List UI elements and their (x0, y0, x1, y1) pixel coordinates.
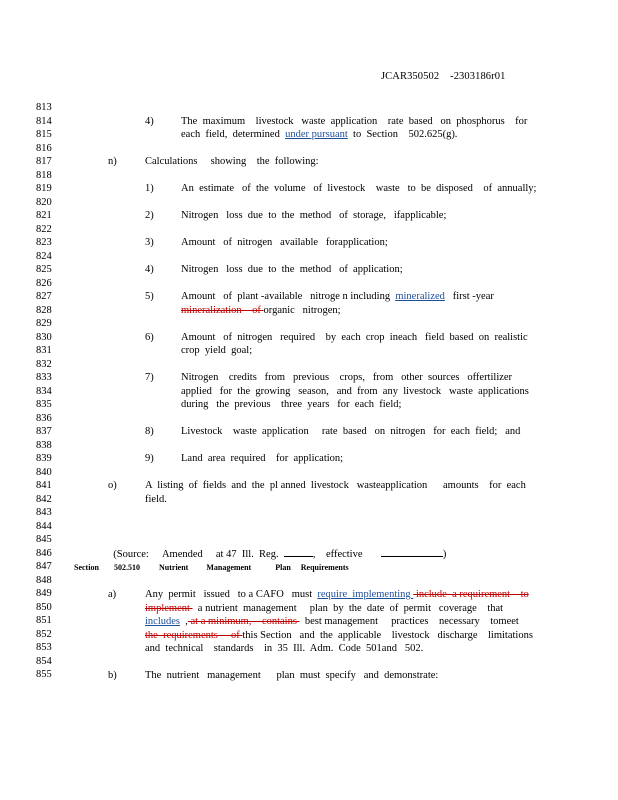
line-number: 820 (36, 196, 52, 208)
line-number: 814 (36, 115, 52, 127)
body-text: includes , at a minimum, contains best management practices necessary tomeet (145, 616, 519, 627)
line-number: 816 (36, 142, 52, 154)
body-text: The maximum livestock waste application rate based on phosphorus for (181, 115, 528, 127)
line-number: 852 (36, 628, 52, 640)
inserted-text: require implementing (317, 589, 414, 600)
line-number: 839 (36, 453, 52, 464)
line-number: 827 (36, 291, 52, 302)
line-number: 843 (36, 507, 52, 518)
item-number: 2) (145, 210, 154, 221)
line-number: 837 (36, 426, 52, 437)
subsection-letter: b) (108, 670, 117, 681)
line-number: 847 (36, 561, 52, 572)
subsection-heading: Calculations showing the following: (145, 156, 319, 167)
line-number: 835 (36, 399, 52, 410)
line-number: 850 (36, 601, 52, 613)
body-text: the requirements of this Section and the applicable livestock discharge limitations (145, 629, 533, 641)
body-text: Amount of nitrogen required by each crop ineach field based on realistic (181, 331, 528, 343)
line-number: 832 (36, 358, 52, 370)
line-number: 844 (36, 520, 52, 532)
inserted-text: under pursuant (285, 129, 348, 140)
line-number: 822 (36, 223, 52, 235)
line-number: 817 (36, 156, 52, 167)
deleted-text: include a requirement to (413, 589, 529, 600)
body-text: during the previous three years for each field; (181, 399, 402, 410)
item-number: 3) (145, 237, 154, 248)
body-text: Amount of plant -available nitroge n including mineralized first -year (181, 291, 494, 302)
body-text: Land area required for application; (181, 453, 344, 464)
item-number: 6) (145, 331, 154, 343)
line-number: 815 (36, 129, 52, 140)
item-number: 9) (145, 453, 154, 464)
deleted-text: implement (145, 602, 193, 614)
body-text: Amount of nitrogen available forapplication; (181, 237, 388, 248)
item-number: 7) (145, 372, 154, 383)
document-id: JCAR350502 (381, 71, 440, 82)
deleted-text: mineralization of (181, 304, 264, 316)
section-number: 502.510 (114, 563, 140, 572)
body-text: The nutrient management plan must specify and demonstrate: (145, 670, 439, 681)
deleted-text: the requirements of (145, 629, 243, 641)
body-text: and technical standards in 35 Ill. Adm. Code 501and 502. (145, 643, 424, 654)
revision-id: -2303186r01 (450, 71, 506, 82)
line-number: 851 (36, 615, 52, 626)
line-number: 840 (36, 466, 52, 478)
line-number: 821 (36, 210, 52, 221)
body-text: Any permit issued to a CAFO must require implementing include a requirement to (145, 589, 529, 600)
body-text: Livestock waste application rate based on nitrogen for each field; and (181, 426, 521, 437)
line-number: 831 (36, 345, 52, 356)
subsection-letter: n) (108, 156, 117, 167)
line-number: 819 (36, 183, 52, 194)
line-number: 818 (36, 169, 52, 181)
line-number: 829 (36, 318, 52, 329)
item-number: 1) (145, 183, 154, 194)
line-number: 834 (36, 385, 52, 397)
line-number: 854 (36, 655, 52, 667)
source-note: (Source: Amended at 47 Ill. Reg. , effective ) (113, 548, 447, 560)
deleted-text: at a minimum, contains (187, 616, 300, 627)
subsection-letter: o) (108, 480, 117, 491)
item-number: 8) (145, 426, 154, 437)
line-number: 830 (36, 331, 52, 343)
inserted-text: includes (145, 616, 180, 627)
item-number: 5) (145, 291, 154, 302)
body-text: implement a nutrient management plan by the date of permit coverage that (145, 602, 504, 614)
body-text: crop yield goal; (181, 345, 253, 356)
body-text: mineralization of organic nitrogen; (181, 304, 341, 316)
blank-line (284, 547, 313, 557)
line-number: 828 (36, 304, 52, 316)
line-number: 813 (36, 102, 52, 113)
line-number: 845 (36, 534, 52, 545)
line-number: 848 (36, 574, 52, 586)
subsection-letter: a) (108, 589, 117, 600)
body-text: Nitrogen loss due to the method of application; (181, 264, 403, 275)
blank-line (381, 547, 443, 557)
body-text: field. (145, 493, 167, 505)
item-number: 4) (145, 264, 154, 275)
body-text: An estimate of the volume of livestock waste to be disposed of annually; (181, 183, 537, 194)
body-text: Nitrogen loss due to the method of storage, ifapplicable; (181, 210, 447, 221)
line-number: 825 (36, 264, 52, 275)
line-number: 833 (36, 372, 52, 383)
line-number: 855 (36, 669, 52, 680)
line-numbers (36, 101, 66, 682)
line-number: 824 (36, 250, 52, 262)
body-text: Nitrogen credits from previous crops, from other sources offertilizer (181, 372, 513, 383)
section-label: Section (74, 563, 99, 572)
body-text: each field, determined under pursuant to Section 502.625(g). (181, 129, 458, 140)
line-number: 842 (36, 493, 52, 505)
body-text: A listing of fields and the pl anned livestock wasteapplication amounts for each (145, 480, 526, 491)
line-number: 841 (36, 480, 52, 491)
section-title: Nutrient Management Plan Requirements (159, 563, 349, 572)
line-number: 853 (36, 642, 52, 653)
inserted-text: mineralized (395, 291, 445, 302)
line-number: 836 (36, 412, 52, 424)
line-number: 849 (36, 588, 52, 599)
body-text: applied for the growing season, and from any livestock waste applications (181, 385, 529, 397)
item-number: 4) (145, 115, 154, 127)
line-number: 826 (36, 277, 52, 289)
line-number: 838 (36, 439, 52, 451)
line-number: 823 (36, 237, 52, 248)
document-header (381, 71, 505, 82)
line-number: 846 (36, 547, 52, 559)
